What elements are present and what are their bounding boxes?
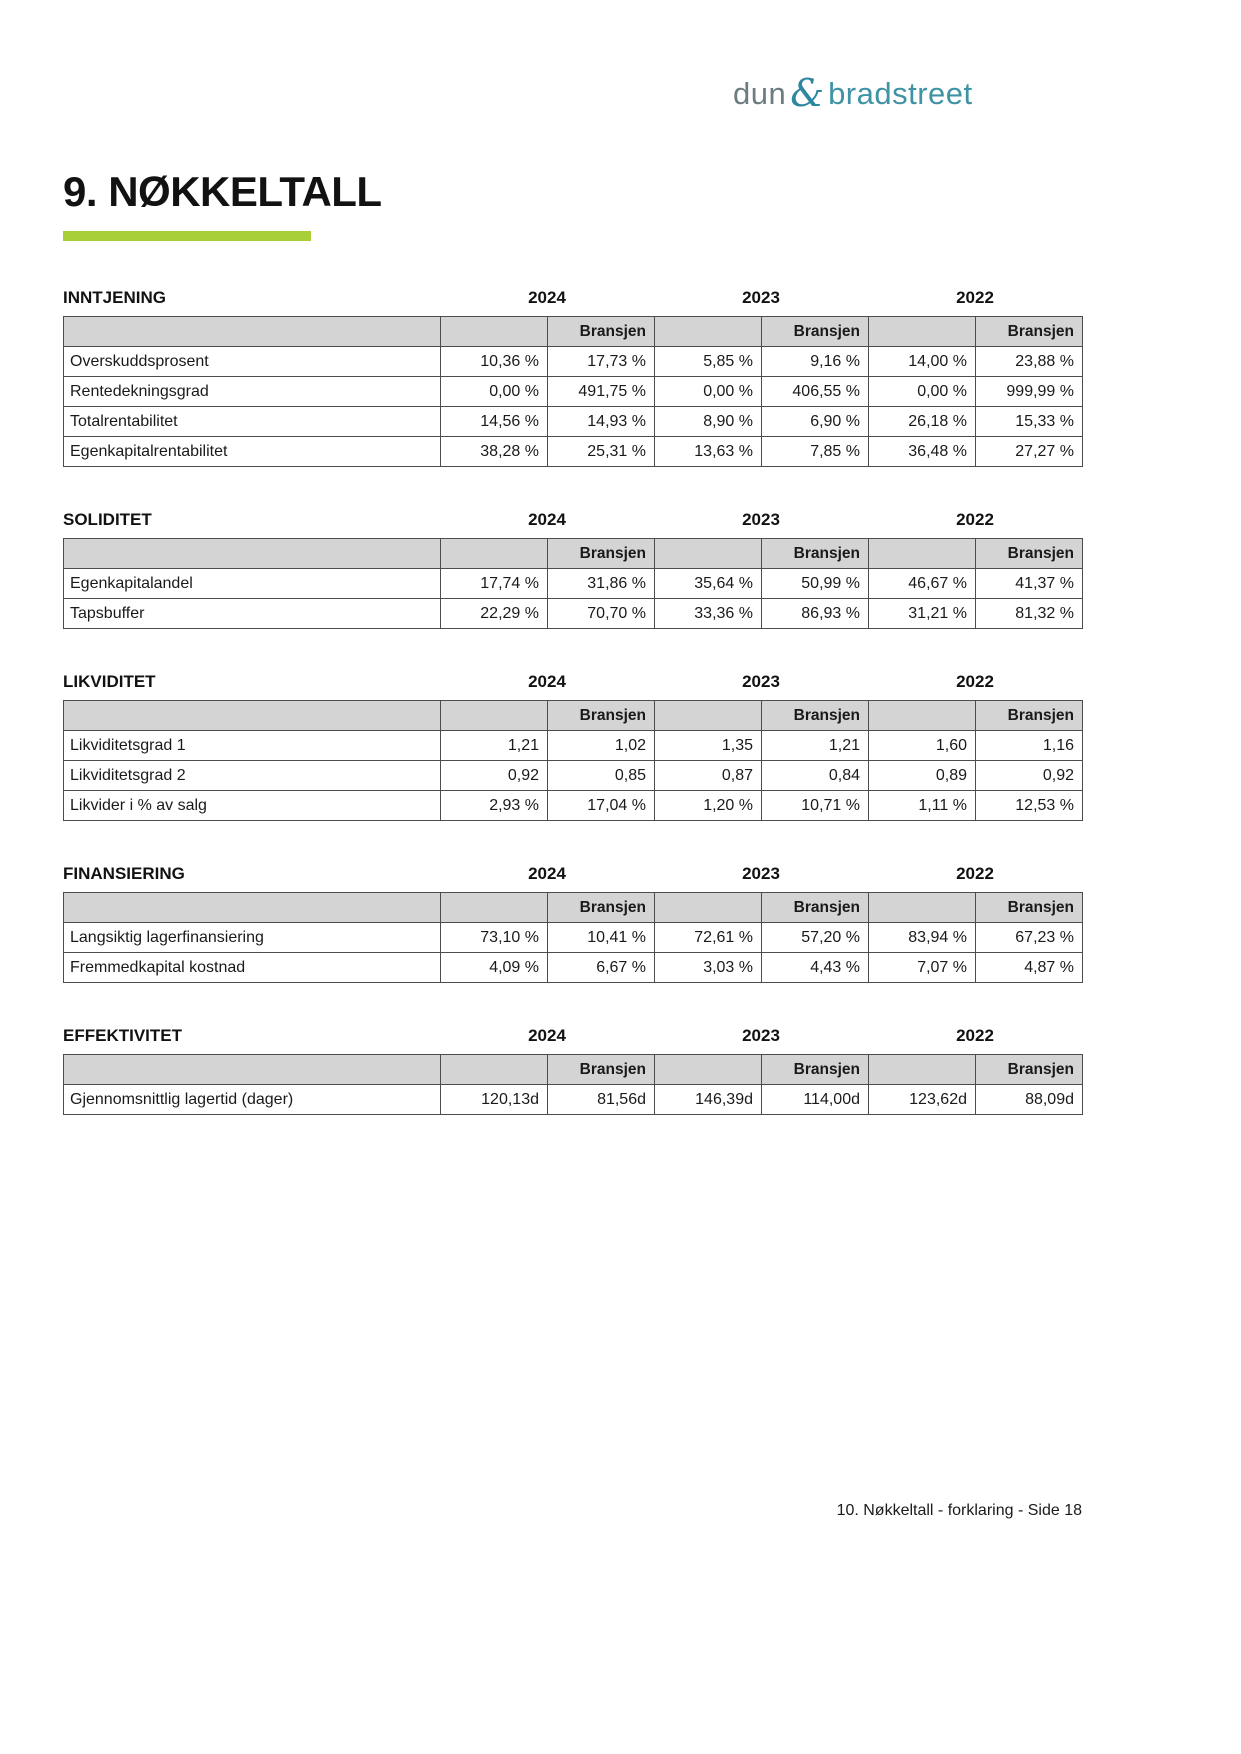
value-cell: 88,09d [976, 1085, 1083, 1115]
title-accent-bar [63, 231, 311, 241]
header-spacer-cell [655, 539, 762, 569]
section-table [63, 700, 1083, 821]
value-cell: 4,43 % [762, 953, 869, 983]
year-label: 2024 [528, 672, 566, 691]
year-label: 2024 [528, 288, 566, 307]
table-header-row [64, 1055, 1083, 1085]
year-label: 2022 [956, 672, 994, 691]
table-row [64, 599, 1083, 629]
value-cell: 41,37 % [976, 569, 1083, 599]
year-label: 2024 [528, 864, 566, 883]
table-header-row [64, 539, 1083, 569]
value-cell: 10,36 % [441, 347, 548, 377]
value-cell: 406,55 % [762, 377, 869, 407]
section-title: EFFEKTIVITET [63, 1026, 182, 1045]
section-head [63, 510, 1082, 530]
value-cell: 1,21 [762, 731, 869, 761]
table-row [64, 761, 1083, 791]
value-cell: 57,20 % [762, 923, 869, 953]
header-spacer-cell [441, 539, 548, 569]
value-cell: 22,29 % [441, 599, 548, 629]
table-header-row [64, 701, 1083, 731]
value-cell: 23,88 % [976, 347, 1083, 377]
value-cell: 0,92 [441, 761, 548, 791]
value-cell: 7,85 % [762, 437, 869, 467]
dun-bradstreet-logo [733, 71, 973, 115]
industry-header-cell: Bransjen [976, 317, 1083, 347]
value-cell: 0,92 [976, 761, 1083, 791]
table-row [64, 791, 1083, 821]
section-title: INNTJENING [63, 288, 166, 307]
year-label: 2022 [956, 1026, 994, 1045]
header-spacer-cell [64, 1055, 441, 1085]
value-cell: 17,74 % [441, 569, 548, 599]
table-header-row [64, 317, 1083, 347]
value-cell: 73,10 % [441, 923, 548, 953]
year-label: 2023 [742, 864, 780, 883]
value-cell: 72,61 % [655, 923, 762, 953]
value-cell: 81,32 % [976, 599, 1083, 629]
industry-header-cell: Bransjen [762, 893, 869, 923]
value-cell: 0,89 [869, 761, 976, 791]
header-spacer-cell [64, 539, 441, 569]
page-footer: 10. Nøkkeltall - forklaring - Side 18 [836, 1502, 1082, 1519]
value-cell: 86,93 % [762, 599, 869, 629]
table-row [64, 437, 1083, 467]
header-spacer-cell [441, 701, 548, 731]
industry-header-cell: Bransjen [548, 1055, 655, 1085]
industry-header-cell: Bransjen [548, 539, 655, 569]
value-cell: 33,36 % [655, 599, 762, 629]
value-cell: 4,87 % [976, 953, 1083, 983]
value-cell: 2,93 % [441, 791, 548, 821]
header-spacer-cell [64, 701, 441, 731]
industry-header-cell: Bransjen [762, 1055, 869, 1085]
value-cell: 1,21 [441, 731, 548, 761]
value-cell: 7,07 % [869, 953, 976, 983]
value-cell: 50,99 % [762, 569, 869, 599]
year-label: 2023 [742, 672, 780, 691]
value-cell: 10,71 % [762, 791, 869, 821]
industry-header-cell: Bransjen [976, 701, 1083, 731]
row-label: Gjennomsnittlig lagertid (dager) [64, 1085, 441, 1115]
year-label: 2022 [956, 510, 994, 529]
value-cell: 31,86 % [548, 569, 655, 599]
section-table [63, 1054, 1083, 1115]
table-header-row [64, 893, 1083, 923]
value-cell: 27,27 % [976, 437, 1083, 467]
table-row [64, 731, 1083, 761]
value-cell: 70,70 % [548, 599, 655, 629]
value-cell: 81,56d [548, 1085, 655, 1115]
industry-header-cell: Bransjen [976, 539, 1083, 569]
value-cell: 25,31 % [548, 437, 655, 467]
value-cell: 114,00d [762, 1085, 869, 1115]
section-head [63, 672, 1082, 692]
value-cell: 123,62d [869, 1085, 976, 1115]
value-cell: 0,00 % [655, 377, 762, 407]
value-cell: 1,60 [869, 731, 976, 761]
year-label: 2024 [528, 1026, 566, 1045]
value-cell: 0,85 [548, 761, 655, 791]
row-label: Overskuddsprosent [64, 347, 441, 377]
value-cell: 5,85 % [655, 347, 762, 377]
table-row [64, 377, 1083, 407]
value-cell: 6,90 % [762, 407, 869, 437]
value-cell: 14,00 % [869, 347, 976, 377]
section-finansiering [63, 864, 1082, 983]
value-cell: 8,90 % [655, 407, 762, 437]
section-title: SOLIDITET [63, 510, 152, 529]
section-head [63, 864, 1082, 884]
table-row [64, 953, 1083, 983]
value-cell: 12,53 % [976, 791, 1083, 821]
section-title: LIKVIDITET [63, 672, 156, 691]
section-title: FINANSIERING [63, 864, 185, 883]
value-cell: 67,23 % [976, 923, 1083, 953]
header-spacer-cell [64, 893, 441, 923]
section-head [63, 1026, 1082, 1046]
value-cell: 0,00 % [441, 377, 548, 407]
page-title: 9. NØKKELTALL [63, 168, 382, 215]
industry-header-cell: Bransjen [548, 701, 655, 731]
value-cell: 0,87 [655, 761, 762, 791]
industry-header-cell: Bransjen [548, 317, 655, 347]
year-label: 2022 [956, 288, 994, 307]
value-cell: 4,09 % [441, 953, 548, 983]
value-cell: 146,39d [655, 1085, 762, 1115]
value-cell: 14,56 % [441, 407, 548, 437]
logo-dun-text: dun [733, 76, 787, 111]
row-label: Likvider i % av salg [64, 791, 441, 821]
year-label: 2024 [528, 510, 566, 529]
header-spacer-cell [869, 1055, 976, 1085]
year-label: 2023 [742, 1026, 780, 1045]
row-label: Egenkapitalrentabilitet [64, 437, 441, 467]
value-cell: 0,00 % [869, 377, 976, 407]
section-soliditet [63, 510, 1082, 629]
row-label: Rentedekningsgrad [64, 377, 441, 407]
section-likviditet [63, 672, 1082, 821]
value-cell: 13,63 % [655, 437, 762, 467]
industry-header-cell: Bransjen [762, 539, 869, 569]
industry-header-cell: Bransjen [762, 701, 869, 731]
value-cell: 10,41 % [548, 923, 655, 953]
header-spacer-cell [441, 1055, 548, 1085]
row-label: Langsiktig lagerfinansiering [64, 923, 441, 953]
value-cell: 17,04 % [548, 791, 655, 821]
value-cell: 46,67 % [869, 569, 976, 599]
value-cell: 0,84 [762, 761, 869, 791]
year-label: 2023 [742, 510, 780, 529]
header-spacer-cell [441, 893, 548, 923]
section-inntjening [63, 288, 1082, 467]
value-cell: 491,75 % [548, 377, 655, 407]
header-spacer-cell [655, 701, 762, 731]
value-cell: 36,48 % [869, 437, 976, 467]
value-cell: 17,73 % [548, 347, 655, 377]
row-label: Egenkapitalandel [64, 569, 441, 599]
key-figures-sections [63, 288, 1082, 1158]
table-row [64, 923, 1083, 953]
industry-header-cell: Bransjen [762, 317, 869, 347]
value-cell: 999,99 % [976, 377, 1083, 407]
section-table [63, 538, 1083, 629]
industry-header-cell: Bransjen [976, 1055, 1083, 1085]
value-cell: 31,21 % [869, 599, 976, 629]
logo-ampersand-icon: & [790, 71, 825, 115]
section-table [63, 316, 1083, 467]
value-cell: 1,20 % [655, 791, 762, 821]
value-cell: 26,18 % [869, 407, 976, 437]
table-row [64, 347, 1083, 377]
value-cell: 1,16 [976, 731, 1083, 761]
header-spacer-cell [655, 893, 762, 923]
value-cell: 1,11 % [869, 791, 976, 821]
value-cell: 38,28 % [441, 437, 548, 467]
header-spacer-cell [655, 317, 762, 347]
table-row [64, 407, 1083, 437]
header-spacer-cell [441, 317, 548, 347]
value-cell: 1,02 [548, 731, 655, 761]
row-label: Likviditetsgrad 2 [64, 761, 441, 791]
header-spacer-cell [869, 701, 976, 731]
logo-bradstreet-text: bradstreet [828, 76, 973, 111]
year-label: 2022 [956, 864, 994, 883]
value-cell: 3,03 % [655, 953, 762, 983]
header-spacer-cell [869, 893, 976, 923]
header-spacer-cell [869, 539, 976, 569]
industry-header-cell: Bransjen [548, 893, 655, 923]
row-label: Likviditetsgrad 1 [64, 731, 441, 761]
value-cell: 9,16 % [762, 347, 869, 377]
header-spacer-cell [869, 317, 976, 347]
table-row [64, 569, 1083, 599]
value-cell: 83,94 % [869, 923, 976, 953]
row-label: Tapsbuffer [64, 599, 441, 629]
header-spacer-cell [655, 1055, 762, 1085]
section-effektivitet [63, 1026, 1082, 1115]
value-cell: 120,13d [441, 1085, 548, 1115]
year-label: 2023 [742, 288, 780, 307]
row-label: Totalrentabilitet [64, 407, 441, 437]
value-cell: 1,35 [655, 731, 762, 761]
value-cell: 14,93 % [548, 407, 655, 437]
value-cell: 6,67 % [548, 953, 655, 983]
header-spacer-cell [64, 317, 441, 347]
value-cell: 35,64 % [655, 569, 762, 599]
value-cell: 15,33 % [976, 407, 1083, 437]
row-label: Fremmedkapital kostnad [64, 953, 441, 983]
section-head [63, 288, 1082, 308]
industry-header-cell: Bransjen [976, 893, 1083, 923]
section-table [63, 892, 1083, 983]
table-row [64, 1085, 1083, 1115]
